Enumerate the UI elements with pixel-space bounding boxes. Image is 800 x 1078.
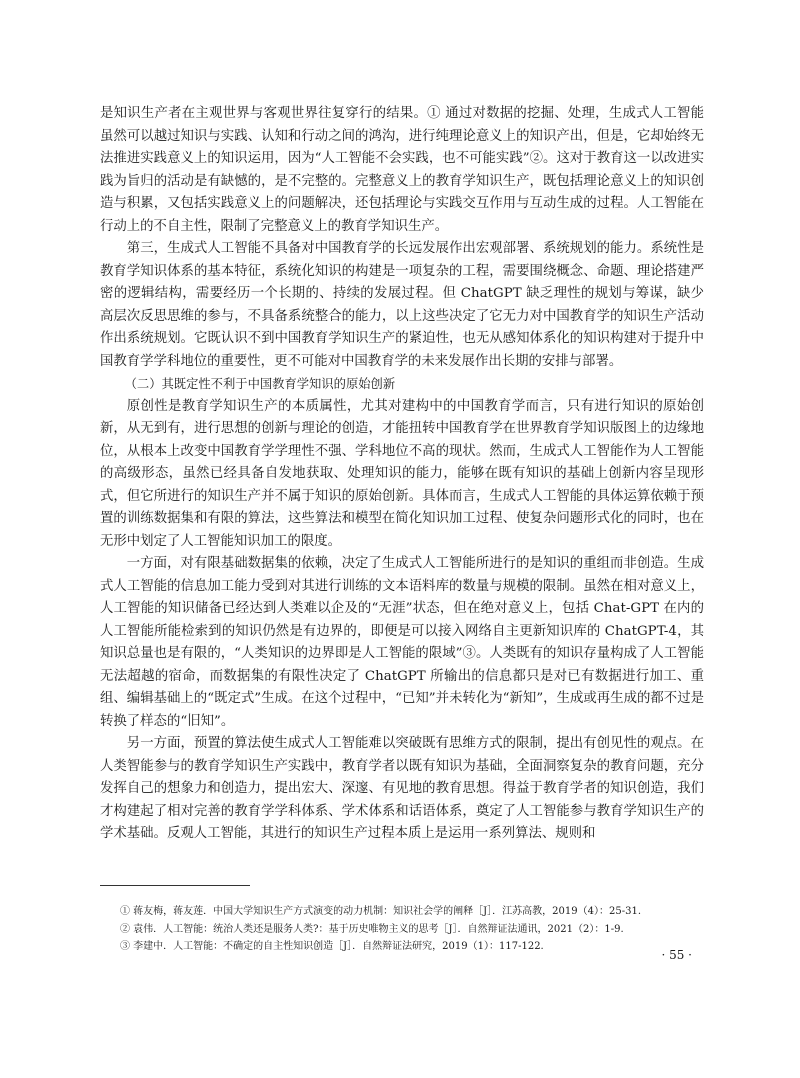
footnote-1: ① 蒋友梅，蒋友莲．中国大学知识生产方式演变的动力机制：知识社会学的阐释［J］．江苏高教，2019（4）：25-31. [120,906,642,917]
paragraph-dataset-dependence: 一方面，对有限基础数据集的依赖，决定了生成式人工智能所进行的是知识的重组而非创造。生成式人工智能的信息加工能力受到对其进行训练的文本语料库的数量与规模的限制。虽然在相对意义上，人工智能的知识储备已经达到人类难以企及的“无涯”状态，但在绝对意义上，包括 Chat-GPT 在内的人工智能所能检索到的知识仍然是有边界的，即便是可以接入网络自主更新知识库的 ChatGPT-4，其知识总量也是有限的，“人类知识的边界即是人工智能的限域”③。人类既有的知识存量构成了人工智能无法超越的宿命，而数据集的有限性决定了 ChatGPT 所输出的信息都只是对已有数据进行加工、重组、编辑基础上的“既定式”生成。在这个过程中，“已知”并未转化为“新知”，生成或再生成的都不过是转换了样态的“旧知”。 [100,556,704,729]
paragraph-third-point: 第三，生成式人工智能不具备对中国教育学的长远发展作出宏观部署、系统规划的能力。系统性是教育学知识体系的基本特征，系统化知识的构建是一项复杂的工程，需要围绕概念、命题、理论搭建严密的逻辑结构，需要经历一个长期的、持续的发展过程。但 ChatGPT 缺乏理性的规划与筹谋，缺少高层次反思思维的参与，不具备系统整合的能力，以上这些决定了它无力对中国教育学的知识生产活动作出系统规划。它既认识不到中国教育学知识生产的紧迫性，也无从感知体系化的知识构建对于提升中国教育学学科地位的重要性，更不可能对中国教育学的未来发展作出长期的安排与部署。 [100,241,704,369]
page-number: · 55 · [661,948,692,962]
paragraph-continued: 是知识生产者在主观世界与客观世界往复穿行的结果。① 通过对数据的挖掘、处理，生成式人工智能虽然可以越过知识与实践、认知和行动之间的鸿沟，进行纯理论意义上的知识产出，但是，它却始终无法推进实践意义上的知识运用，因为“人工智能不会实践，也不可能实践”②。这对于教育这一以改进实践为旨归的活动是有缺憾的，是不完整的。完整意义上的教育学知识生产，既包括理论意义上的知识创造与积累，又包括实践意义上的问题解决，还包括理论与实践交互作用与互动生成的过程。人工智能在行动上的不自主性，限制了完整意义上的教育学知识生产。 [100,106,704,234]
body-text [100,103,704,846]
section-subheading: （二）其既定性不利于中国教育学知识的原始创新 [124,377,396,391]
footnotes [100,903,704,956]
paragraph-algorithm-limits: 另一方面，预置的算法使生成式人工智能难以突破既有思维方式的限制，提出有创见性的观点。在人类智能参与的教育学知识生产实践中，教育学者以既有知识为基础，全面洞察复杂的教育问题，充分发挥自己的想象力和创造力，提出宏大、深邃、有见地的教育思想。得益于教育学者的知识创造，我们才构建起了相对完善的教育学学科体系、学术体系和话语体系，奠定了人工智能参与教育学知识生产的学术基础。反观人工智能，其进行的知识生产过程本质上是运用一系列算法、规则和 [100,736,704,841]
footnote-divider [100,885,250,886]
footnote-3: ③ 李建中．人工智能：不确定的自主性知识创造［J］．自然辩证法研究，2019（1）：117-122. [120,941,544,952]
footnote-2: ② 袁伟．人工智能：统治人类还是服务人类?：基于历史唯物主义的思考［J］．自然辩证法通讯，2021（2）：1-9. [120,923,624,935]
paragraph-originality: 原创性是教育学知识生产的本质属性，尤其对建构中的中国教育学而言，只有进行知识的原始创新，从无到有，进行思想的创新与理论的创造，才能扭转中国教育学在世界教育学知识版图上的边缘地位，从根本上改变中国教育学学理性不强、学科地位不高的现状。然而，生成式人工智能作为人工智能的高级形态，虽然已经具备自发地获取、处理知识的能力，能够在既有知识的基础上创新内容呈现形式，但它所进行的知识生产并不属于知识的原始创新。具体而言，生成式人工智能的具体运算依赖于预置的训练数据集和有限的算法，这些算法和模型在简化知识加工过程、使复杂问题形式化的同时，也在无形中划定了人工智能知识加工的限度。 [100,398,704,549]
